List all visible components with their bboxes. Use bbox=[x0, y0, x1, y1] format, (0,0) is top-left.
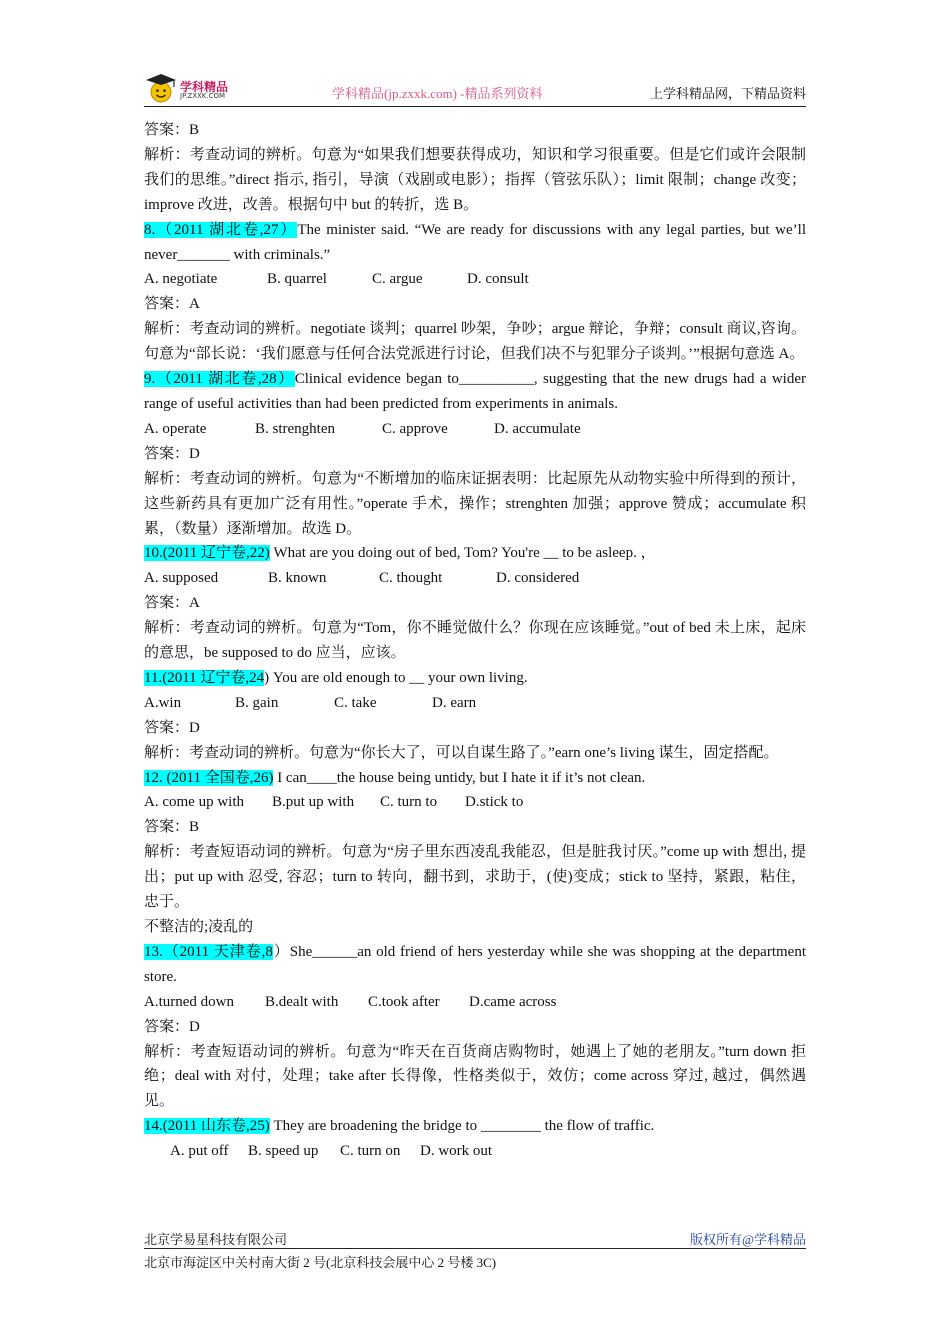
header-center-text[interactable]: 学科精品(jp.zxxk.com) -精品系列资料 bbox=[332, 86, 543, 101]
question-13 bbox=[144, 940, 806, 990]
option-b: B.dealt with bbox=[265, 993, 339, 1010]
option-b: B.put up with bbox=[272, 794, 355, 811]
question-text: I can____the house being untidy, but I hate it if it’s not clean. bbox=[273, 769, 646, 786]
options-line bbox=[144, 267, 806, 292]
option-c: C. approve bbox=[382, 420, 448, 437]
answer-line: 答案：B bbox=[144, 819, 200, 836]
answer-line: 答案：D bbox=[144, 445, 200, 462]
question-text: They are broadening the bridge to ________ the flow of traffic. bbox=[269, 1118, 655, 1135]
question-14 bbox=[144, 1114, 806, 1139]
question-12 bbox=[144, 766, 806, 791]
answer-line: 答案：A bbox=[144, 595, 200, 612]
question-text: ）She______an old friend of hers yesterday while she was shopping at the department store. bbox=[144, 943, 806, 985]
question-text: ) You are old enough to __ your own living. bbox=[264, 669, 528, 686]
option-a: A. supposed bbox=[144, 570, 219, 587]
analysis-paragraph: 解析：考查动词的辨析。句意为“Tom，你不睡觉做什么？你现在应该睡觉。”out of bed 未上床，起床的意思，be supposed to do 应当，应该。 bbox=[144, 620, 806, 662]
analysis-paragraph: 解析：考查动词的辨析。negotiate 谈判；quarrel 吵架，争吵；argue 辩论，争辩；consult 商议,咨询。句意为“部长说：‘我们愿意与任何合法党派进行讨论，但我们决不与犯罪分子谈判。’”根据句意选 A。 bbox=[144, 321, 806, 363]
extra-note: 不整洁的;凌乱的 bbox=[144, 919, 254, 935]
footer-company: 北京学易星科技有限公司 bbox=[144, 1232, 288, 1247]
answer-line: 答案：B bbox=[144, 122, 200, 138]
question-11 bbox=[144, 666, 806, 691]
question-number: 11.(2011 辽宁卷,24 bbox=[144, 669, 265, 686]
page-header bbox=[144, 72, 806, 107]
question-number: 10.(2011 辽宁卷,22) bbox=[144, 545, 270, 562]
logo-subtext: JP.ZXXK.COM bbox=[180, 92, 226, 100]
options-line bbox=[144, 790, 806, 815]
question-number: 12. (2011 全国卷,26) bbox=[144, 769, 274, 786]
option-a: A. operate bbox=[144, 420, 207, 437]
options-line bbox=[144, 566, 806, 591]
option-a: A. come up with bbox=[144, 794, 244, 811]
answer-line: 答案：D bbox=[144, 1018, 200, 1035]
logo-text: 学科精品 bbox=[180, 80, 229, 94]
analysis-paragraph: 解析：考查短语动词的辨析。句意为“房子里东西凌乱我能忍，但是脏我讨厌。”come up with 想出, 提出；put up with 忍受, 容忍；turn to 转向，翻书到，求助于，(使)变成；stick to 坚持，紧跟，粘住， 忠于。 bbox=[144, 844, 806, 911]
question-number: 8.（2011 湖北卷,27） bbox=[144, 221, 298, 238]
option-d: D.came across bbox=[469, 993, 557, 1010]
option-b: B. strenghten bbox=[255, 420, 335, 437]
question-8 bbox=[144, 218, 806, 268]
site-logo[interactable] bbox=[144, 72, 236, 104]
options-line bbox=[144, 691, 806, 716]
option-b: B. gain bbox=[235, 694, 279, 711]
option-d: D. consult bbox=[467, 271, 529, 288]
option-c: C. thought bbox=[379, 570, 443, 587]
options-line bbox=[144, 417, 806, 442]
analysis-paragraph: 解析：考查动词的辨析。句意为“你长大了，可以自谋生路了。”earn one’s living 谋生，固定搭配。 bbox=[144, 744, 779, 761]
option-a: A. put off bbox=[170, 1143, 229, 1160]
question-text: The minister said. “We are ready for discussions with any legal parties, but we’ll never_______ with criminals.” bbox=[144, 221, 806, 263]
option-d: D.stick to bbox=[465, 794, 524, 811]
option-a: A.turned down bbox=[144, 993, 234, 1010]
question-text: Clinical evidence began to__________, suggesting that the new drugs had a wider range of useful activities than had been predicted from experiments in animals. bbox=[144, 371, 806, 412]
options-line bbox=[144, 1139, 806, 1164]
question-text: What are you doing out of bed, Tom? You're __ to be asleep. ， bbox=[269, 545, 656, 562]
footer-top-row bbox=[144, 1228, 806, 1249]
page-footer bbox=[144, 1228, 806, 1271]
option-c: C. turn on bbox=[340, 1143, 401, 1160]
option-d: D. accumulate bbox=[494, 420, 581, 437]
analysis-paragraph: 解析：考查短语动词的辨析。句意为“昨天在百货商店购物时，她遇上了她的老朋友。”turn down 拒绝；deal with 对付，处理；take after 长得像，性格类似于，效仿；come across 穿过, 越过，偶然遇见。 bbox=[144, 1043, 806, 1110]
option-d: D. work out bbox=[420, 1143, 493, 1160]
question-9 bbox=[144, 367, 806, 417]
option-a: A. negotiate bbox=[144, 271, 218, 288]
answer-line: 答案：D bbox=[144, 719, 200, 736]
option-d: D. considered bbox=[496, 570, 580, 587]
option-b: B. quarrel bbox=[267, 271, 327, 288]
question-number: 13.（2011 天津卷,8 bbox=[144, 943, 273, 960]
footer-address: 北京市海淀区中关村南大街 2 号(北京科技会展中心 2 号楼 3C) bbox=[144, 1255, 497, 1270]
question-number: 9.（2011 湖北卷,28） bbox=[144, 371, 295, 388]
question-number: 14.(2011 山东卷,25) bbox=[144, 1118, 270, 1135]
option-c: C.took after bbox=[368, 993, 440, 1010]
option-d: D. earn bbox=[432, 694, 477, 711]
option-a: A.win bbox=[144, 694, 182, 711]
document-body bbox=[144, 118, 806, 1164]
option-c: C. argue bbox=[372, 271, 423, 288]
option-c: C. take bbox=[334, 694, 377, 711]
option-b: B. known bbox=[268, 570, 327, 587]
option-b: B. speed up bbox=[248, 1143, 319, 1160]
analysis-paragraph: 解析：考查动词的辨析。句意为“如果我们想要获得成功，知识和学习很重要。但是它们或许会限制我们的思维。”direct 指示, 指引，导演（戏剧或电影）；指挥（管弦乐队）；limit 限制；change 改变； improve 改进，改善。根据句中 but 的转折，选 B。 bbox=[144, 146, 806, 213]
footer-copyright-link[interactable]: 版权所有@学科精品 bbox=[690, 1232, 806, 1247]
option-c: C. turn to bbox=[380, 794, 438, 811]
header-right-text: 上学科精品网，下精品资料 bbox=[649, 86, 806, 101]
options-line bbox=[144, 990, 806, 1015]
analysis-paragraph: 解析：考查动词的辨析。句意为“不断增加的临床证据表明：比起原先从动物实验中所得到的预计，这些新药具有更加广泛有用性。”operate 手术，操作；strenghten 加强；approve 赞成；accumulate 积累，（数量）逐渐增加。故选 D。 bbox=[144, 470, 806, 537]
answer-line: 答案：A bbox=[144, 296, 200, 313]
question-10 bbox=[144, 541, 806, 566]
graduation-cap-icon bbox=[144, 72, 178, 104]
